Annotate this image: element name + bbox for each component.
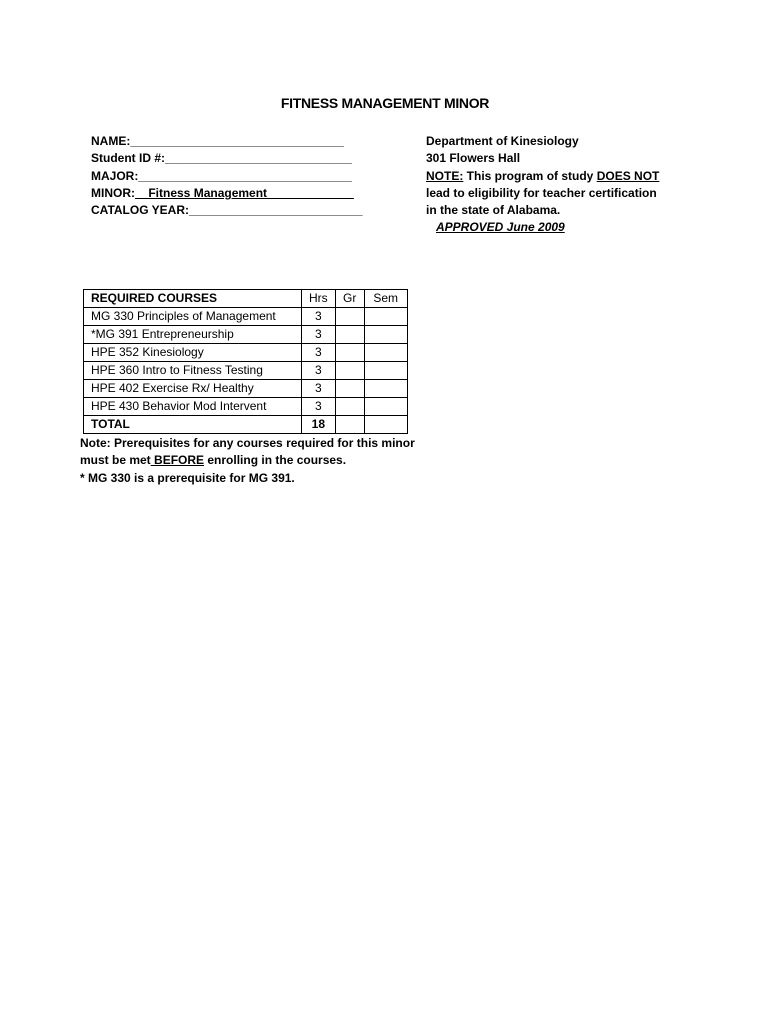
table-row (84, 344, 408, 362)
minor-field[interactable] (91, 185, 363, 202)
course-sem-cell[interactable] (364, 326, 407, 344)
header-courses: REQUIRED COURSES (84, 290, 302, 308)
note-line-3: * MG 330 is a prerequisite for MG 391. (80, 470, 295, 485)
department-block (426, 133, 659, 237)
note-label: NOTE: (426, 168, 464, 183)
page-title: FITNESS MANAGEMENT MINOR (280, 95, 490, 111)
course-grade-cell[interactable] (335, 326, 364, 344)
course-sem-cell[interactable] (364, 362, 407, 380)
required-courses-table (83, 289, 408, 434)
note-line-1: Note: Prerequisites for any courses required for this minor (80, 436, 415, 450)
table-total-row (84, 416, 408, 434)
course-grade-cell[interactable] (335, 362, 364, 380)
course-name: MG 330 Principles of Management (84, 308, 302, 326)
note-text: This program of study (463, 168, 597, 183)
table-row (84, 326, 408, 344)
course-grade-cell[interactable] (335, 344, 364, 362)
catalog-year-field[interactable]: CATALOG YEAR:__________________________ (91, 203, 363, 218)
major-blank: ________________________________ (138, 168, 352, 183)
total-sem-cell (364, 416, 407, 434)
department-address: 301 Flowers Hall (426, 151, 521, 166)
course-name: HPE 402 Exercise Rx/ Healthy (84, 380, 302, 398)
course-grade-cell[interactable] (335, 308, 364, 326)
minor-label: MINOR: (91, 185, 135, 200)
course-name: HPE 360 Intro to Fitness Testing (84, 362, 302, 380)
course-hrs: 3 (302, 326, 336, 344)
prerequisite-notes (80, 435, 415, 487)
table-header-row (84, 290, 408, 308)
minor-value: __Fitness Management_____________ (135, 185, 354, 200)
table-row (84, 362, 408, 380)
approved-date: APPROVED June 2009 (436, 220, 565, 235)
student-id-field[interactable]: Student ID #:____________________________ (91, 151, 352, 166)
header-hrs: Hrs (302, 290, 336, 308)
course-hrs: 3 (302, 380, 336, 398)
note-line-2-start: must be met (80, 453, 151, 468)
note-line-2 (80, 452, 415, 469)
table-row (84, 380, 408, 398)
course-sem-cell[interactable] (364, 308, 407, 326)
course-sem-cell[interactable] (364, 380, 407, 398)
total-label: TOTAL (84, 416, 302, 434)
before-emphasis: BEFORE (150, 453, 205, 468)
course-hrs: 3 (302, 362, 336, 380)
certification-note (426, 168, 659, 185)
course-hrs: 3 (302, 398, 336, 416)
course-hrs: 3 (302, 308, 336, 326)
table-row (84, 308, 408, 326)
does-not-emphasis: DOES NOT (596, 168, 660, 183)
course-name: HPE 430 Behavior Mod Intervent (84, 398, 302, 416)
certification-note-line3: in the state of Alabama. (426, 203, 561, 218)
total-grade-cell (335, 416, 364, 434)
course-sem-cell[interactable] (364, 398, 407, 416)
table-row (84, 398, 408, 416)
department-name: Department of Kinesiology (426, 134, 579, 148)
major-field[interactable] (91, 168, 363, 185)
total-hrs: 18 (302, 416, 336, 434)
student-info-block (91, 133, 363, 219)
header-sem: Sem (364, 290, 407, 308)
course-hrs: 3 (302, 344, 336, 362)
course-grade-cell[interactable] (335, 380, 364, 398)
name-field[interactable]: NAME:________________________________ (91, 134, 344, 148)
header-gr: Gr (335, 290, 364, 308)
course-sem-cell[interactable] (364, 344, 407, 362)
course-grade-cell[interactable] (335, 398, 364, 416)
certification-note-line2: lead to eligibility for teacher certification (426, 185, 657, 200)
course-name: HPE 352 Kinesiology (84, 344, 302, 362)
note-line-2-end: enrolling in the courses. (204, 453, 347, 468)
major-label: MAJOR: (91, 168, 139, 183)
course-name: *MG 391 Entrepreneurship (84, 326, 302, 344)
